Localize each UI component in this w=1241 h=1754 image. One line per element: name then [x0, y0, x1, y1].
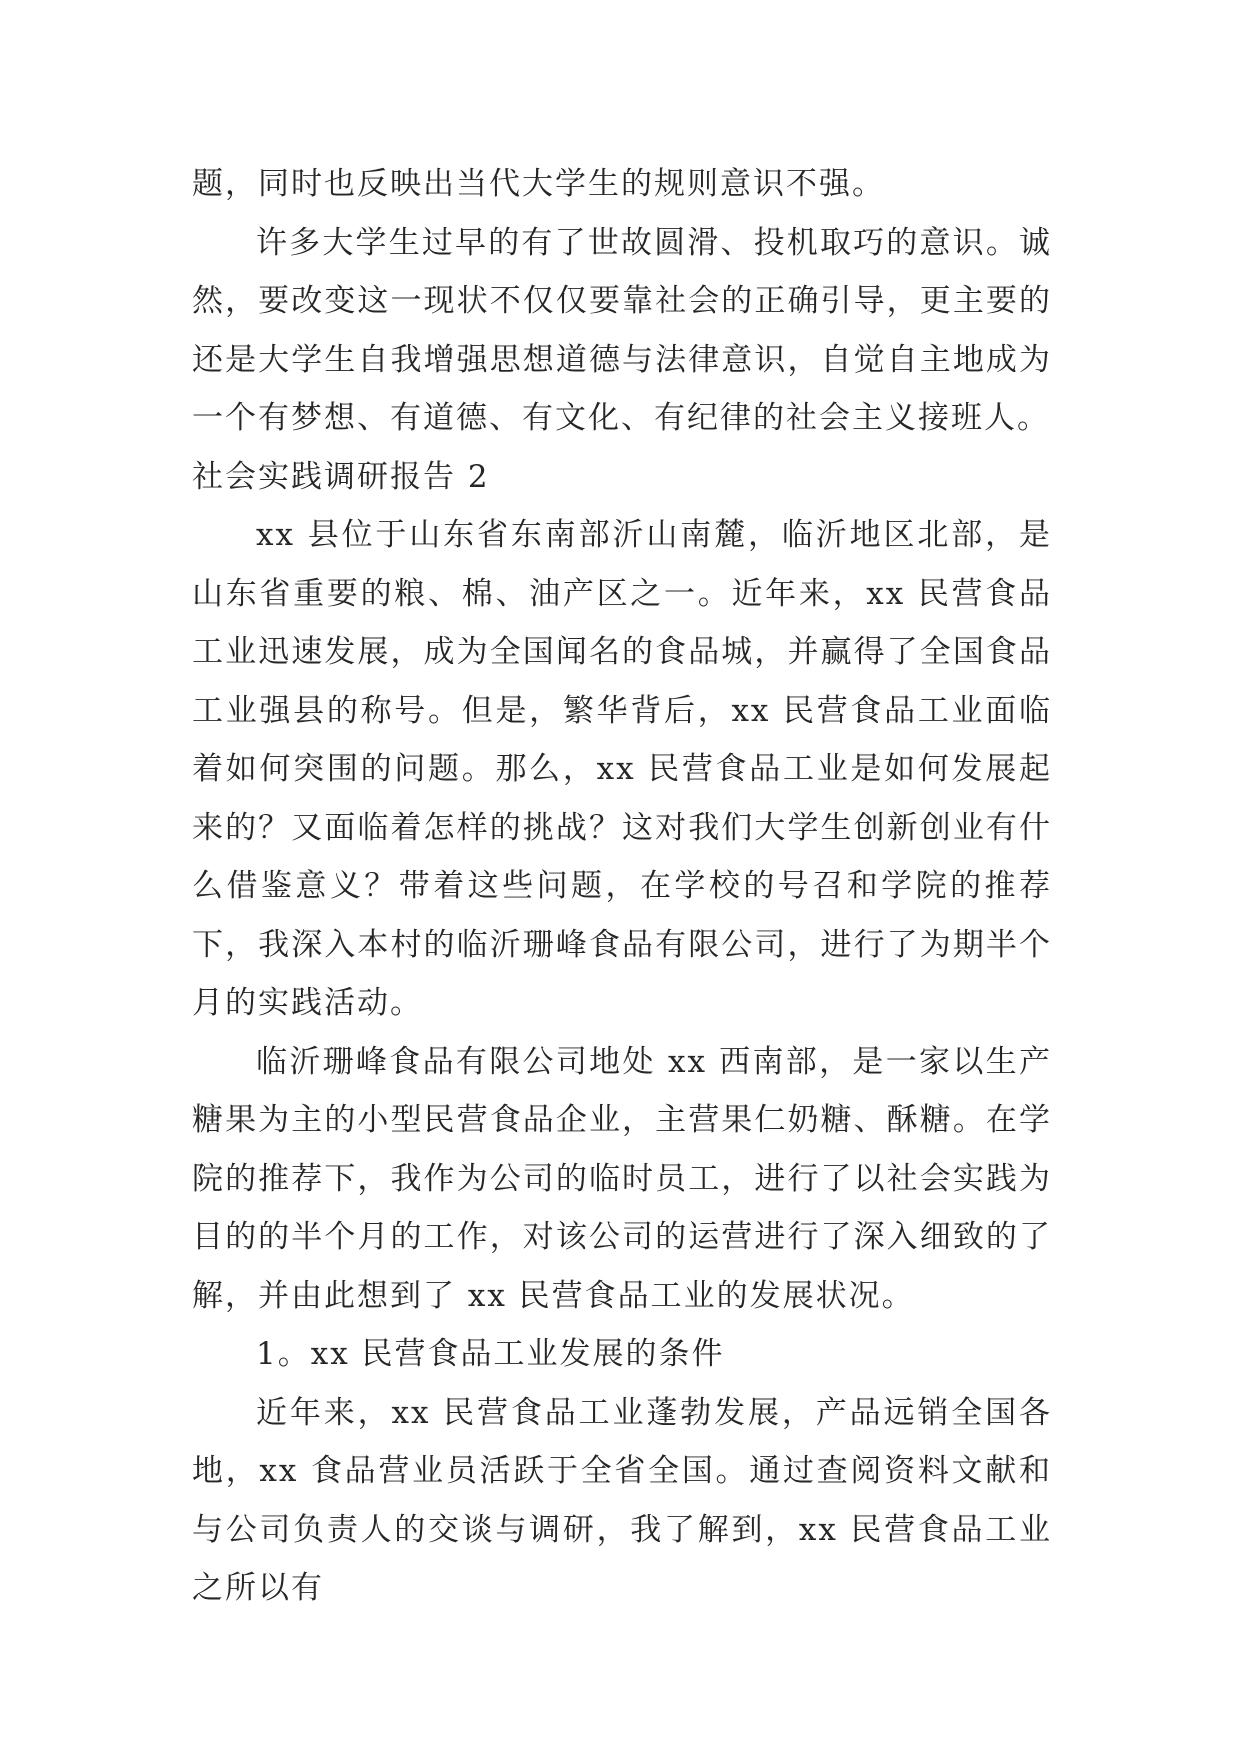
paragraph-development: 近年来，xx 民营食品工业蓬勃发展，产品远销全国各地，xx 食品营业员活跃于全省全国。通过查阅资料文献和与公司负责人的交谈与调研，我了解到，xx 民营食品工业之所以有	[192, 1394, 1052, 1606]
paragraph-company-intro: 临沂珊峰食品有限公司地处 xx 西南部，是一家以生产糖果为主的小型民营食品企业，主营果仁奶糖、酥糖。在学院的推荐下，我作为公司的临时员工，进行了以社会实践为目的的半个月的工作，对该公司的运营进行了深入细致的了解，并由此想到了 xx 民营食品工业的发展状况。	[192, 1043, 1052, 1314]
paragraph-awareness: 许多大学生过早的有了世故圆滑、投机取巧的意识。诚然，要改变这一现状不仅仅要靠社会的正确引导，更主要的还是大学生自我增强思想道德与法律意识，自觉自主地成为一个有梦想、有道德、有文化、有纪律的社会主义接班人。	[192, 224, 1052, 436]
section-title: 社会实践调研报告 2	[192, 458, 490, 495]
subsection-heading: 1。xx 民营食品工业发展的条件	[256, 1336, 725, 1372]
paragraph-continuation: 题，同时也反映出当代大学生的规则意识不强。	[192, 166, 885, 202]
document-body	[192, 155, 1052, 1618]
paragraph-county-intro: xx 县位于山东省东南部沂山南麓，临沂地区北部，是山东省重要的粮、棉、油产区之一。近年来，xx 民营食品工业迅速发展，成为全国闻名的食品城，并赢得了全国食品工业强县的称号。但是，繁华背后，xx 民营食品工业面临着如何突围的问题。那么，xx 民营食品工业是如何发展起来的？又面临着怎样的挑战？这对我们大学生创新创业有什么借鉴意义？带着这些问题，在学校的号召和学院的推荐下，我深入本村的临沂珊峰食品有限公司，进行了为期半个月的实践活动。	[192, 517, 1052, 1021]
